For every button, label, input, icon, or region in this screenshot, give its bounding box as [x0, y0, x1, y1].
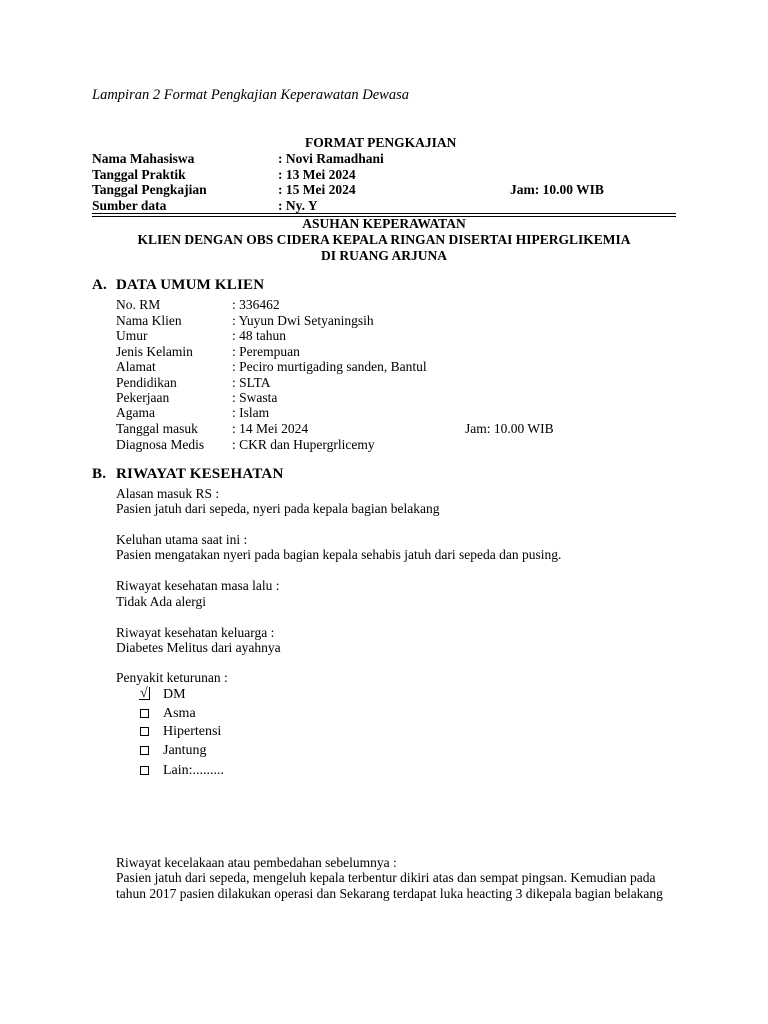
header-value-student-name: : Novi Ramadhani	[278, 151, 384, 166]
field-value-rm: : 336462	[232, 297, 280, 312]
checklist-label-dm: DM	[163, 687, 186, 702]
checkbox-asma[interactable]	[140, 709, 149, 718]
field-label-education: Pendidikan	[116, 375, 177, 390]
family-history-label: Riwayat kesehatan keluarga :	[116, 625, 275, 640]
family-history-text: Diabetes Melitus dari ayahnya	[116, 640, 281, 655]
checklist-label-other: Lain:.........	[163, 763, 225, 778]
field-label-gender: Jenis Kelamin	[116, 344, 193, 359]
checkbox-jantung[interactable]	[140, 746, 149, 755]
field-label-rm: No. RM	[116, 297, 161, 312]
field-value-education: : SLTA	[232, 375, 271, 390]
field-admission-time: Jam: 10.00 WIB	[465, 421, 554, 436]
field-label-address: Alamat	[116, 359, 156, 374]
field-value-client-name: : Yuyun Dwi Setyaningsih	[232, 313, 374, 328]
form-title: FORMAT PENGKAJIAN	[305, 135, 457, 150]
checkbox-other[interactable]	[140, 766, 149, 775]
field-label-religion: Agama	[116, 405, 155, 420]
care-title-line-1: ASUHAN KEPERAWATAN	[302, 216, 466, 231]
past-history-text: Tidak Ada alergi	[116, 594, 206, 609]
field-value-religion: : Islam	[232, 405, 270, 420]
field-label-diagnosis: Diagnosa Medis	[116, 437, 205, 452]
header-label-data-source: Sumber data	[92, 198, 167, 213]
checklist-label-jantung: Jantung	[163, 743, 207, 758]
care-title-line-2: KLIEN DENGAN OBS CIDERA KEPALA RINGAN DISERTAI HIPERGLIKEMIA	[137, 232, 631, 247]
section-b-title: RIWAYAT KESEHATAN	[116, 466, 284, 482]
field-label-client-name: Nama Klien	[116, 313, 182, 328]
section-b-letter: B.	[92, 466, 107, 482]
admission-reason-text: Pasien jatuh dari sepeda, nyeri pada kepala bagian belakang	[116, 501, 440, 516]
field-label-admission-date: Tanggal masuk	[116, 421, 198, 436]
attachment-title: Lampiran 2 Format Pengkajian Keperawatan Dewasa	[92, 87, 409, 103]
field-value-gender: : Perempuan	[232, 344, 300, 359]
field-value-occupation: : Swasta	[232, 390, 278, 405]
field-label-occupation: Pekerjaan	[116, 390, 170, 405]
checkbox-hipertensi[interactable]	[140, 727, 149, 736]
accident-history-text: Pasien jatuh dari sepeda, mengeluh kepala terbentur dikiri atas dan sempat pingsan. Kemudian pada tahun 2017 pasien dilakukan operasi dan Sekarang terdapat luka heacting 3 dikepala bagian belakang	[116, 870, 663, 901]
field-value-address: : Peciro murtigading sanden, Bantul	[232, 359, 427, 374]
past-history-label: Riwayat kesehatan masa lalu :	[116, 578, 280, 593]
accident-history-label: Riwayat kecelakaan atau pembedahan sebelumnya :	[116, 855, 397, 870]
care-title-line-3: DI RUANG ARJUNA	[320, 248, 447, 263]
hereditary-label: Penyakit keturunan :	[116, 670, 228, 685]
field-label-age: Umur	[116, 328, 148, 343]
header-label-student-name: Nama Mahasiswa	[92, 151, 195, 166]
main-complaint-text: Pasien mengatakan nyeri pada bagian kepala sehabis jatuh dari sepeda dan pusing.	[116, 547, 562, 562]
field-value-age: : 48 tahun	[232, 328, 286, 343]
main-complaint-label: Keluhan utama saat ini :	[116, 532, 248, 547]
header-label-assessment-date: Tanggal Pengkajian	[92, 182, 207, 197]
divider-top	[92, 213, 676, 214]
admission-reason-label: Alasan masuk RS :	[116, 486, 220, 501]
field-value-diagnosis: : CKR dan Hupergrlicemy	[232, 437, 375, 452]
section-a-title: DATA UMUM KLIEN	[116, 277, 265, 293]
header-value-practice-date: : 13 Mei 2024	[278, 167, 356, 182]
header-label-practice-date: Tanggal Praktik	[92, 167, 186, 182]
checklist-label-asma: Asma	[163, 706, 196, 721]
field-value-admission-date: : 14 Mei 2024	[232, 421, 309, 436]
header-assessment-time: Jam: 10.00 WIB	[510, 182, 604, 197]
section-a-letter: A.	[92, 277, 107, 293]
checkbox-dm-checked[interactable]: √	[140, 686, 148, 701]
header-value-assessment-date: : 15 Mei 2024	[278, 182, 356, 197]
header-value-data-source: : Ny. Y	[278, 198, 318, 213]
checklist-label-hipertensi: Hipertensi	[163, 724, 222, 739]
